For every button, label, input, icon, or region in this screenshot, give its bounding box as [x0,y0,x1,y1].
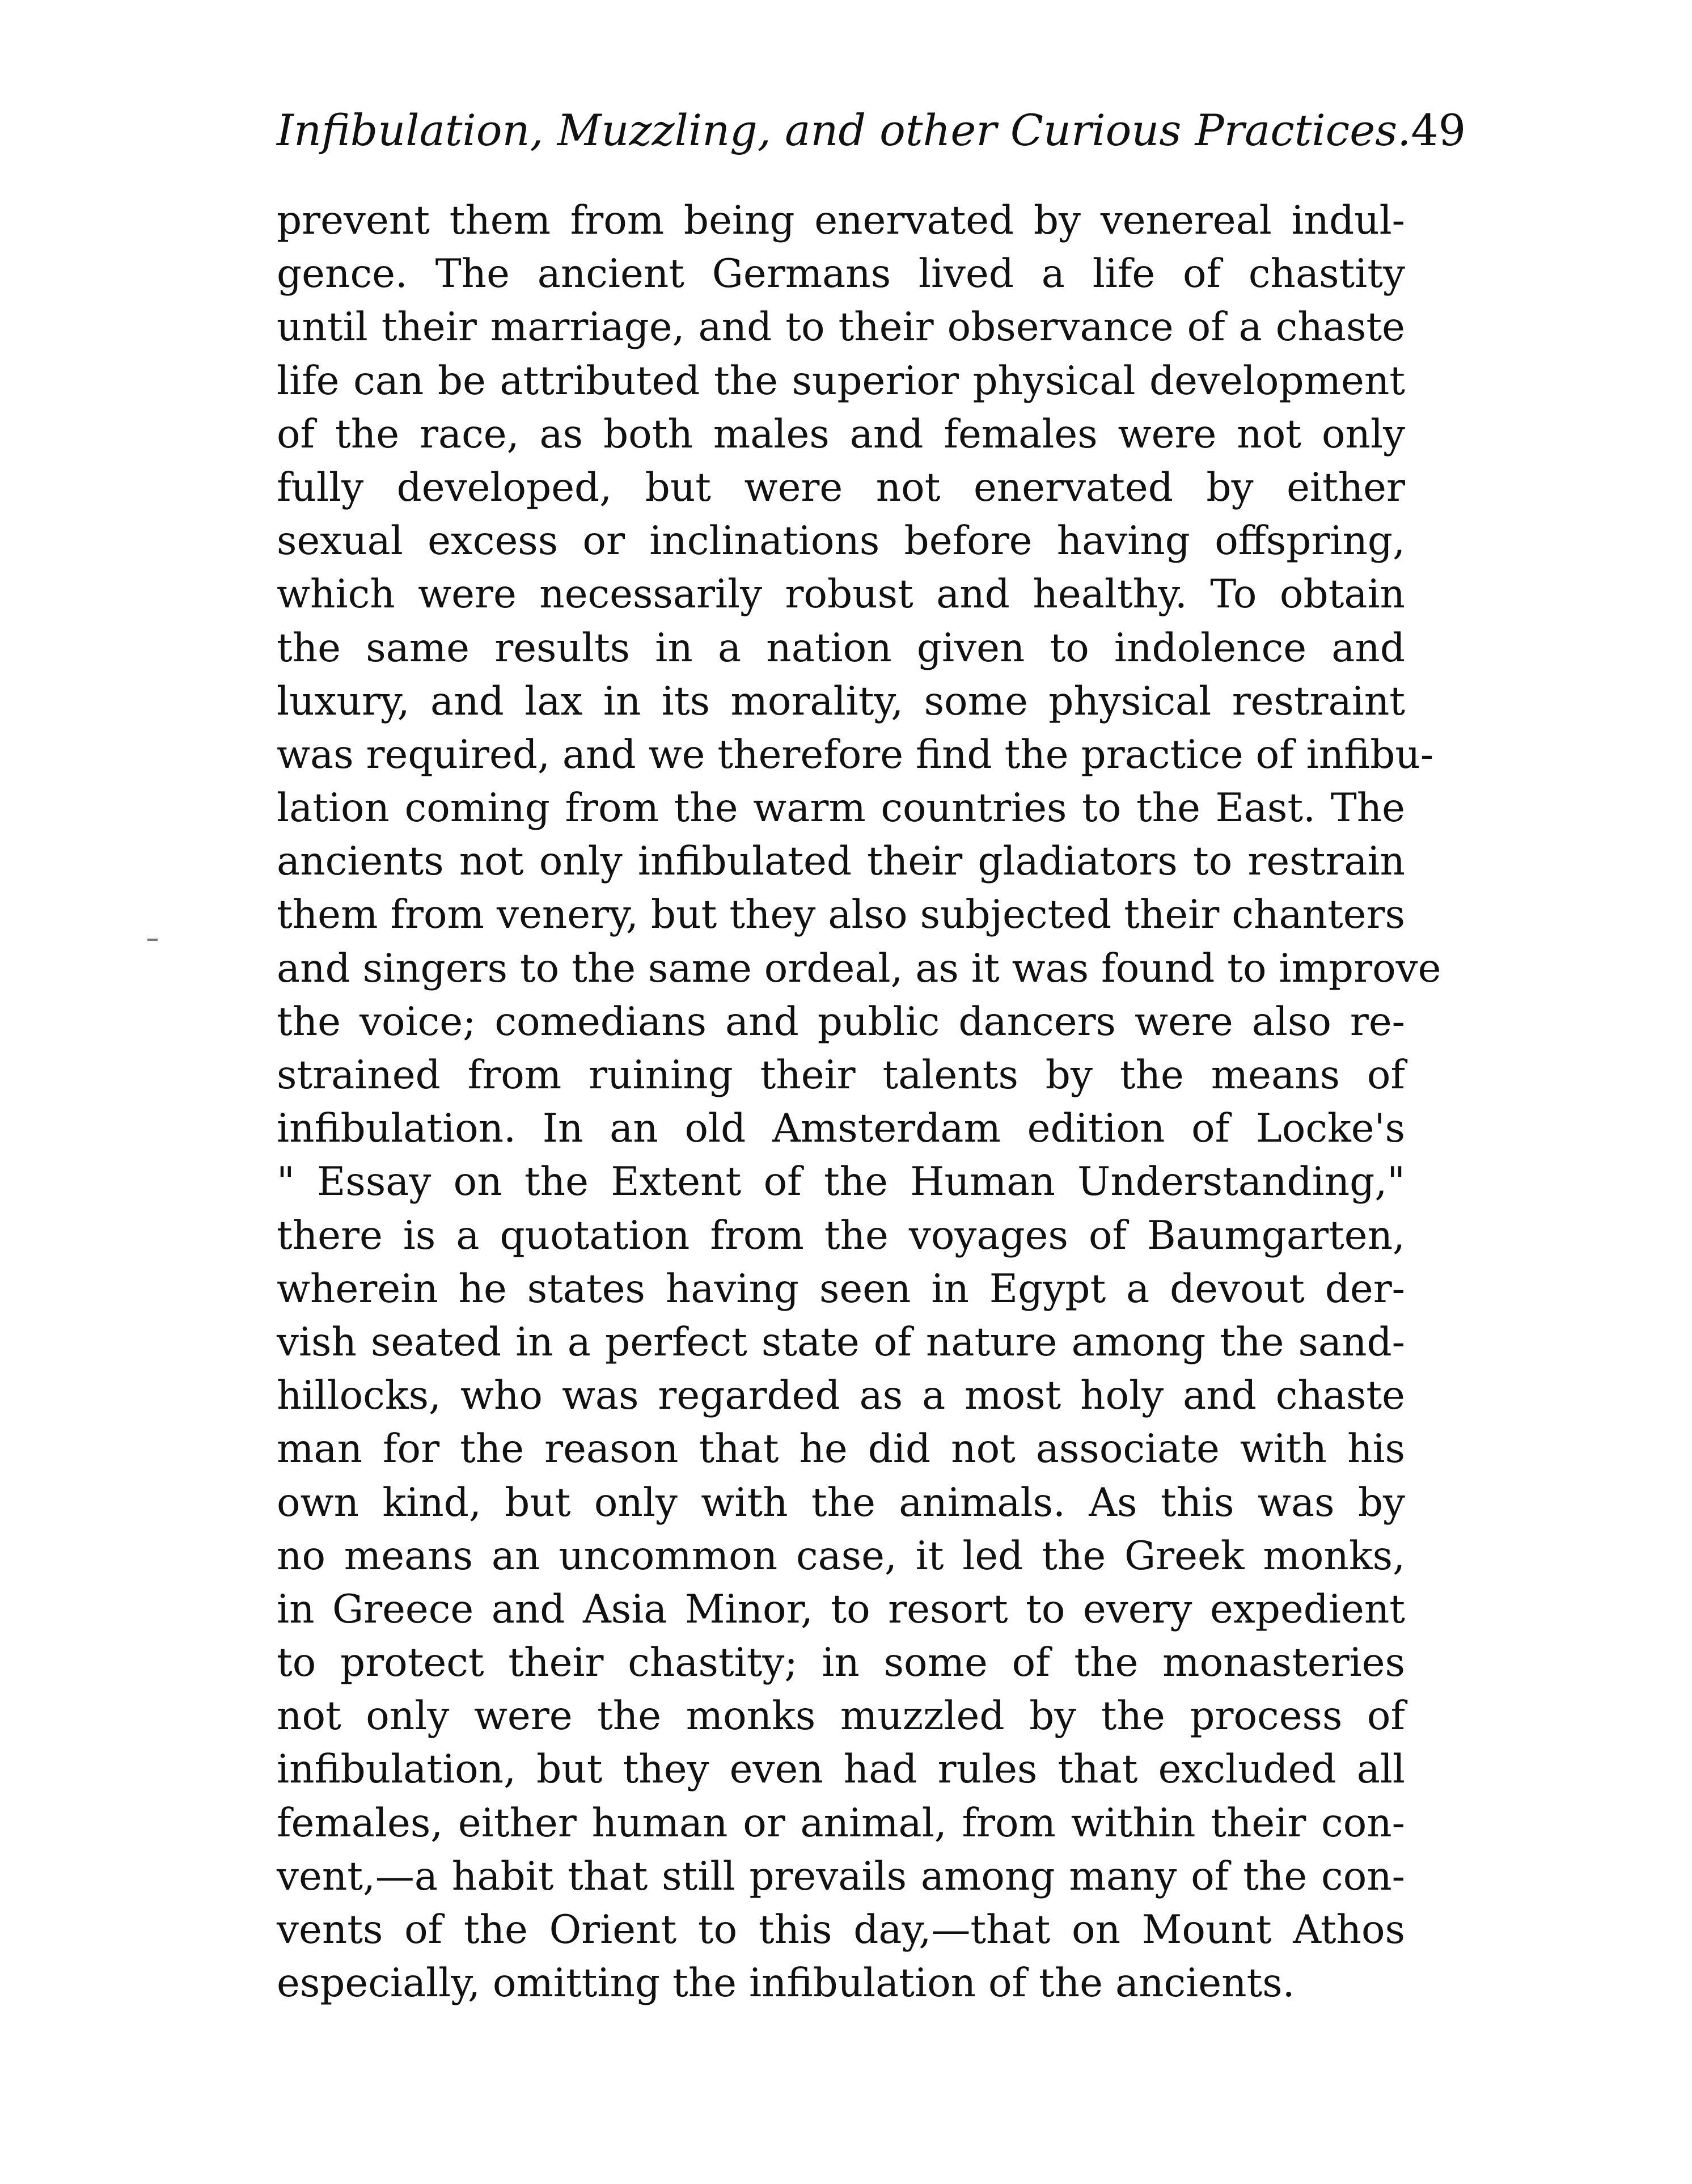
text-line: ancients not only infibulated their gladiators to restrain [277,839,1405,885]
text-line: gence. The ancient Germans lived a life of chastity [277,251,1405,297]
text-line: of the race, as both males and females were not only [277,411,1405,457]
text-line: luxury, and lax in its morality, some physical restraint [277,678,1405,724]
text-line: in Greece and Asia Minor, to resort to every expedient [277,1586,1405,1632]
text-line: vents of the Orient to this day,—that on Mount Athos [277,1907,1405,1953]
text-line: which were necessarily robust and healthy. To obtain [277,572,1405,618]
text-line: " Essay on the Extent of the Human Understanding," [277,1159,1405,1205]
running-title: Infibulation, Muzzling, and other Curious Practices. [277,105,1411,155]
text-line: man for the reason that he did not associate with his [277,1426,1405,1472]
text-line: infibulation. In an old Amsterdam edition of Locke's [277,1106,1405,1152]
text-line: there is a quotation from the voyages of Baumgarten, [277,1213,1405,1258]
text-line: the same results in a nation given to indolence and [277,625,1405,671]
text-line: was required, and we therefore find the practice of infibu- [277,732,1434,778]
text-line: infibulation, but they even had rules that excluded all [277,1747,1405,1793]
text-line: females, either human or animal, from within their con- [277,1800,1405,1846]
text-line: strained from ruining their talents by the means of [277,1053,1405,1098]
text-line: not only were the monks muzzled by the process of [277,1693,1405,1739]
text-line: vish seated in a perfect state of nature among the sand- [277,1319,1405,1365]
body-paragraph [277,194,1441,2010]
text-line: own kind, but only with the animals. As this was by [277,1480,1405,1526]
running-head [277,99,1466,162]
text-line: no means an uncommon case, it led the Greek monks, [277,1533,1405,1579]
text-line: and singers to the same ordeal, as it was found to improve [277,945,1441,991]
text-line: the voice; comedians and public dancers were also re- [277,999,1405,1045]
text-line: them from venery, but they also subjected their chanters [277,892,1405,938]
text-line: until their marriage, and to their observance of a chaste [277,305,1405,350]
page-number: 49 [1411,105,1466,155]
text-line: vent,—a habit that still prevails among many of the con- [277,1853,1405,1899]
margin-mark [147,939,158,941]
text-line: lation coming from the warm countries to the East. The [277,785,1405,831]
text-line: prevent them from being enervated by venereal indul- [277,198,1405,243]
text-line: sexual excess or inclinations before having offspring, [277,518,1405,564]
text-line: wherein he states having seen in Egypt a devout der- [277,1266,1405,1312]
text-line: fully developed, but were not enervated by either [277,464,1405,510]
text-line: hillocks, who was regarded as a most holy and chaste [277,1373,1405,1419]
text-line: life can be attributed the superior physical development [277,358,1405,404]
text-line: especially, omitting the infibulation of the ancients. [277,1961,1295,2006]
text-line: to protect their chastity; in some of the monasteries [277,1640,1405,1686]
